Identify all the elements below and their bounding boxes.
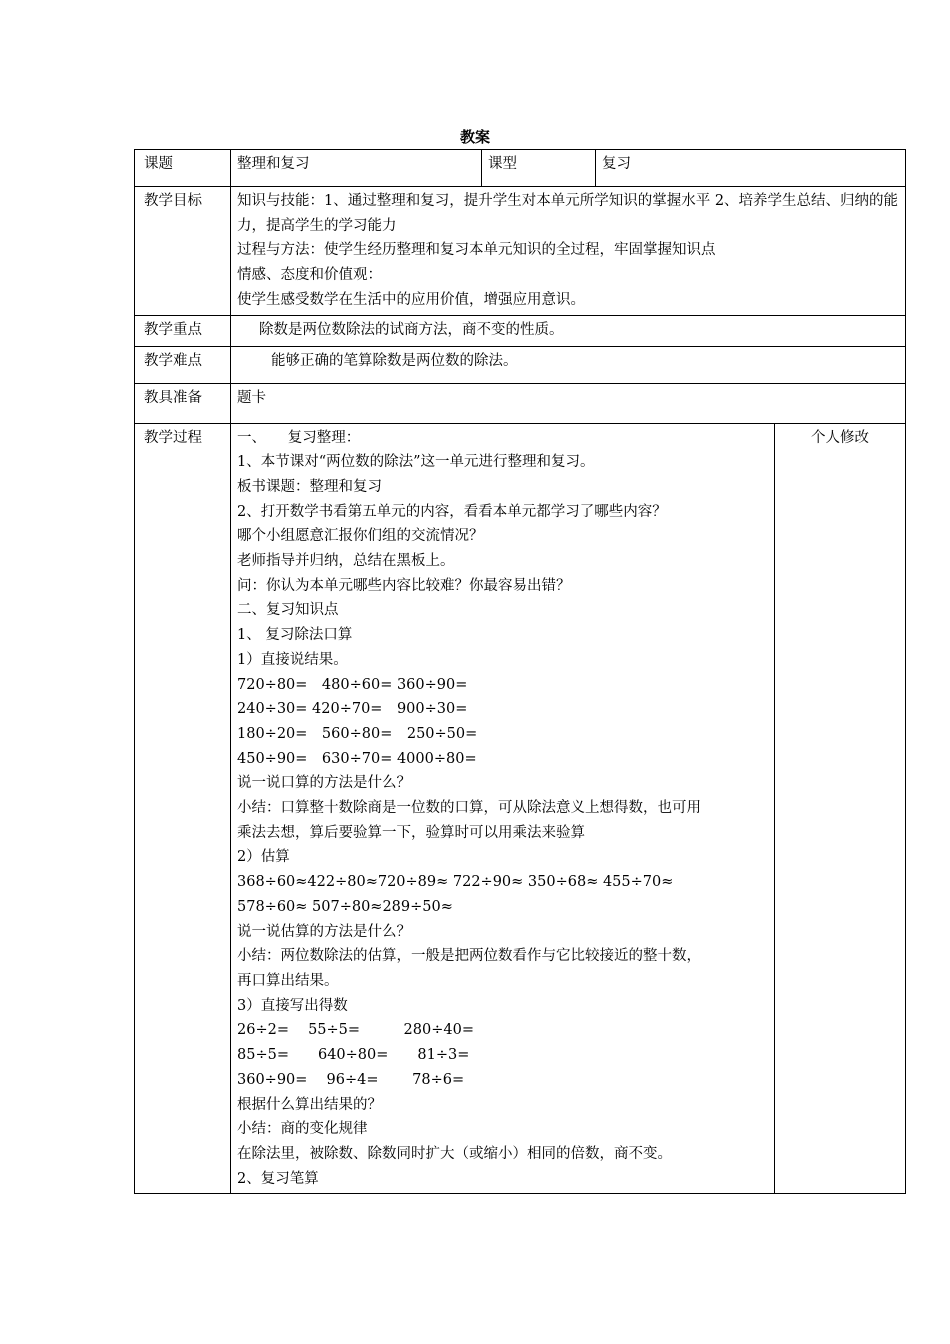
row-topic bbox=[135, 150, 906, 187]
topic-value: 整理和复习 bbox=[231, 150, 482, 187]
type-value: 复习 bbox=[596, 150, 906, 187]
process-line: 180÷20= 560÷80= 250÷50= bbox=[237, 725, 478, 742]
process-line: 哪个小组愿意汇报你们组的交流情况？ bbox=[237, 528, 484, 545]
notes-column: 个人修改 bbox=[775, 423, 906, 1194]
process-line: 368÷60≈422÷80≈720÷89≈ 722÷90≈ 350÷68≈ 455÷70≈ bbox=[237, 874, 674, 891]
process-line: 2、复习笔算 bbox=[237, 1170, 319, 1187]
process-line: 2）估算 bbox=[237, 849, 290, 866]
process-line: 根据什么算出结果的？ bbox=[237, 1096, 382, 1113]
goals-line: 过程与方法：使学生经历整理和复习本单元知识的全过程，牢固掌握知识点 bbox=[237, 242, 716, 259]
process-line: 1、 复习除法口算 bbox=[237, 627, 353, 644]
materials-text: 题卡 bbox=[231, 383, 906, 423]
process-line: 85÷5= 640÷80= 81÷3= bbox=[237, 1047, 470, 1064]
process-line: 720÷80= 480÷60= 360÷90= bbox=[237, 676, 468, 693]
difficulties-text: 能够正确的笔算除数是两位数的除法。 bbox=[231, 346, 906, 383]
process-label: 教学过程 bbox=[135, 423, 231, 1194]
document-title: 教案 bbox=[459, 128, 490, 146]
key-points-label: 教学重点 bbox=[135, 315, 231, 346]
process-line: 2、打开数学书看第五单元的内容，看看本单元都学习了哪些内容？ bbox=[237, 503, 667, 520]
lesson-plan-table bbox=[134, 149, 906, 1194]
process-line: 说一说估算的方法是什么？ bbox=[237, 923, 411, 940]
process-line: 360÷90= 96÷4= 78÷6= bbox=[237, 1071, 465, 1088]
row-goals bbox=[135, 187, 906, 316]
process-line: 3）直接写出得数 bbox=[237, 997, 348, 1014]
process-line: 一、 复习整理： bbox=[237, 429, 361, 446]
process-line: 小结：商的变化规律 bbox=[237, 1121, 368, 1138]
process-line: 板书课题：整理和复习 bbox=[237, 478, 382, 495]
row-process bbox=[135, 423, 906, 1194]
type-label: 课型 bbox=[482, 150, 596, 187]
process-line: 小结：口算整十数除商是一位数的口算，可从除法意义上想得数，也可用 bbox=[237, 800, 701, 817]
row-key-points bbox=[135, 315, 906, 346]
process-line: 450÷90= 630÷70= 4000÷80= bbox=[237, 750, 477, 767]
process-line: 老师指导并归纳，总结在黑板上。 bbox=[237, 553, 455, 570]
process-line: 在除法里，被除数、除数同时扩大（或缩小）相同的倍数，商不变。 bbox=[237, 1145, 672, 1162]
process-line: 1、本节课对“两位数的除法”这一单元进行整理和复习。 bbox=[237, 454, 595, 471]
process-line: 二、复习知识点 bbox=[237, 602, 339, 619]
materials-label: 教具准备 bbox=[135, 383, 231, 423]
process-line: 1）直接说结果。 bbox=[237, 651, 348, 668]
process-line: 240÷30= 420÷70= 900÷30= bbox=[237, 701, 468, 718]
goals-line: 情感、态度和价值观： bbox=[237, 267, 382, 284]
process-line: 问：你认为本单元哪些内容比较难？你最容易出错？ bbox=[237, 577, 571, 594]
process-line: 26÷2= 55÷5= 280÷40= bbox=[237, 1022, 474, 1039]
process-content bbox=[231, 423, 775, 1194]
topic-label: 课题 bbox=[135, 150, 231, 187]
process-line: 小结：两位数除法的估算，一般是把两位数看作与它比较接近的整十数， bbox=[237, 948, 701, 965]
goals-line: 知识与技能：1、通过整理和复习，提升学生对本单元所学知识的掌握水平 2、培养学生总结、归纳的能力，提高学生的学习能力 bbox=[237, 193, 899, 234]
process-line: 再口算出结果。 bbox=[237, 972, 339, 989]
row-materials bbox=[135, 383, 906, 423]
process-line: 乘法去想，算后要验算一下，验算时可以用乘法来验算 bbox=[237, 824, 585, 841]
row-difficulties bbox=[135, 346, 906, 383]
key-points-text: 除数是两位数除法的试商方法，商不变的性质。 bbox=[231, 315, 906, 346]
goals-label: 教学目标 bbox=[135, 187, 231, 316]
difficulties-label: 教学难点 bbox=[135, 346, 231, 383]
process-line: 578÷60≈ 507÷80≈289÷50≈ bbox=[237, 898, 453, 915]
process-line: 说一说口算的方法是什么？ bbox=[237, 775, 411, 792]
goals-line: 使学生感受数学在生活中的应用价值，增强应用意识。 bbox=[237, 291, 585, 308]
goals-content bbox=[231, 187, 906, 316]
